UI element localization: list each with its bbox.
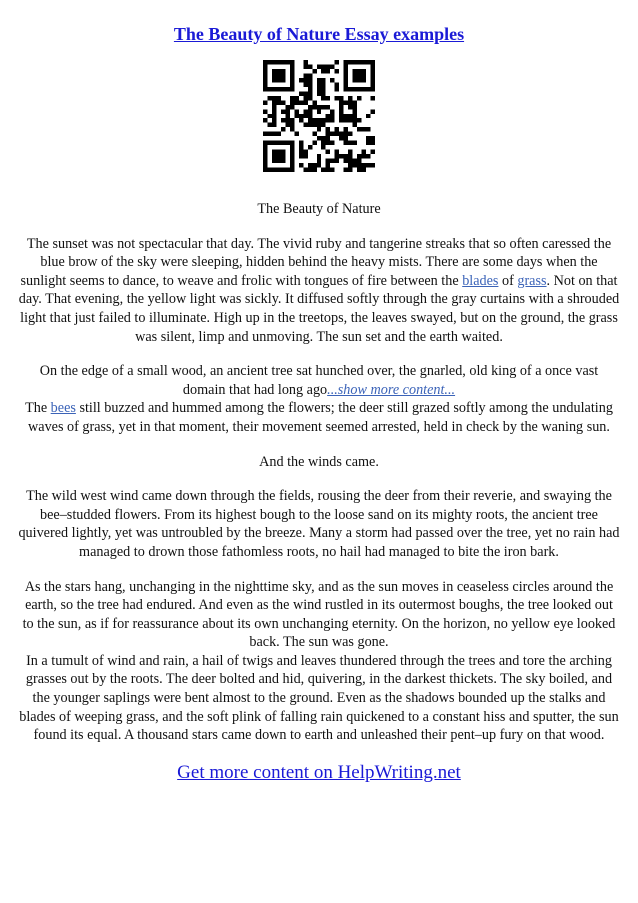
essay-heading: The Beauty of Nature	[257, 201, 381, 217]
link-blades[interactable]: blades	[462, 272, 499, 289]
paragraph-2-text-b: The	[25, 400, 51, 417]
show-more-link[interactable]: ...show more content...	[327, 381, 456, 398]
link-grass[interactable]: grass	[517, 272, 547, 289]
essay-body	[18, 200, 620, 761]
link-bees[interactable]: bees	[50, 400, 76, 417]
paragraph-2	[18, 362, 620, 399]
paragraph-1-text-c: . Not on that day. That evening, the yellow light was sickly. It diffused softly through the gray curtains with a shrouded light that just failed to illuminate. High up in the treetops, the leaves swayed, but on the ground, the grass was silent, limp and unmoving. The sun set and the earth waited.	[18, 272, 620, 345]
footer-link[interactable]: Get more content on HelpWriting.net	[177, 762, 461, 783]
paragraph-2-continued	[18, 399, 620, 436]
paragraph-3: And the winds came.	[259, 453, 379, 470]
paragraph-4: The wild west wind came down through the fields, rousing the deer from their reverie, and swaying the bee–studded flowers. From its highest bough to the loose sand on its mighty roots, the ancient tree quivered lightly, yet was untroubled by the breeze. Many a storm had passed over the tree, yet no rain had managed to drown those fathomless roots, no hail had managed to bite the iron bark.	[18, 488, 620, 560]
paragraph-2-text-c: still buzzed and hummed among the flowers; the deer still grazed softly among the undulating waves of grass, yet in that moment, their movement seemed arrested, held in check by the waning sun.	[28, 400, 613, 435]
paragraph-2-text-a: On the edge of a small wood, an ancient tree sat hunched over, the gnarled, old king of a once vast domain that had long ago	[39, 363, 599, 398]
paragraph-1-text-b: of	[498, 272, 518, 289]
document-title[interactable]: The Beauty of Nature Essay examples	[173, 24, 465, 44]
paragraph-5: As the stars hang, unchanging in the nighttime sky, and as the sun moves in ceaseless circles around the earth, so the tree had endured. And even as the wind rustled in its outermost boughs, the tree looked out to the sun, as if for reassurance about its own unchanging eternity. On the horizon, no yellow eye looked back. The sun was gone.	[22, 578, 616, 651]
qr-code-icon	[263, 60, 375, 172]
paragraph-6: In a tumult of wind and rain, a hail of twigs and leaves thundered through the trees and tore the arching grasses out by the roots. The deer bolted and hid, quivering, in the darkest thickets. The sky boiled, and the younger saplings were bent almost to the ground. Even as the shadows bounded up the stalks and blades of weeping grass, and the soft plink of falling rain quickened to a constant hiss and sputter, the sun found its equal. A thousand stars came down to earth and unleashed their pent–up fury on that wood.	[19, 652, 619, 744]
paragraph-1	[18, 235, 620, 347]
paragraph-1-text-a: The sunset was not spectacular that day. The vivid ruby and tangerine streaks that so often caressed the blue brow of the sky were sleeping, hidden behind the heavy mists. There are some days when the sunlight seems to dance, to weave and frolic with tongues of fire between the	[20, 235, 612, 289]
